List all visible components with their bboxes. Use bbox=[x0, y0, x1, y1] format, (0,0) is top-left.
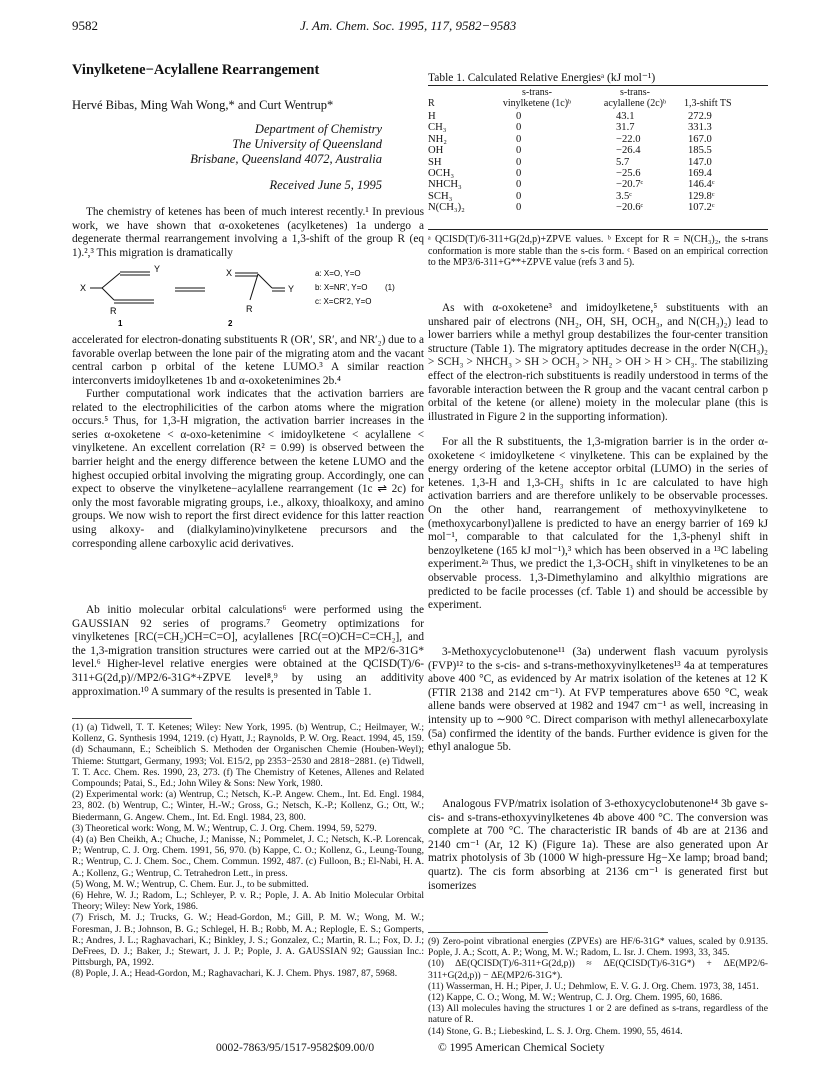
table-cell: OH bbox=[428, 145, 444, 157]
table-cell: 169.4 bbox=[688, 168, 712, 180]
reference: (13) All molecules having the structures 1 or 2 are defined as s-trans, regardless of the nature of R. bbox=[428, 1003, 768, 1026]
table-cell: 0 bbox=[516, 202, 522, 214]
table-cell: 146.4ᶜ bbox=[688, 179, 715, 191]
reference: (3) Theoretical work: Wong, M. W.; Wentrup, C. J. Org. Chem. 1994, 59, 5279. bbox=[72, 822, 377, 834]
scheme-legend: b: X=NR', Y=O bbox=[315, 283, 368, 292]
compound-number: 1 bbox=[118, 319, 123, 328]
paragraph: For all the R substituents, the 1,3-migration barrier is in the order α-oxoketene < imidoylketene < vinylketene. This can be explained by the energy ordering of the ketene acceptor orbital (LUMO) in the series of ketenes. 1,3-H and 1,3-CH₃ shifts in 1c are calculated to have high activation barriers and are therefore unlikely to be observable processes. On the other hand, rearrangement of methoxyvinylketene to (methoxycarbonyl)allene is predicted to have an energy barrier of 169 kJ mol⁻¹, comparable to that calculated for the 1,3-phenyl shift in benzoylketene (165 kJ mol⁻¹),³ which has been observed in a ¹³C labeling experiment.²ᵃ Thus, we predict the 1,3-OCH₃ shift in vinylketenes to be an observable process. 1,3-Dimethylamino and alkylthio migrations are predicted to be facile processes (cf. Table 1) and should be accessible by experiment. bbox=[428, 436, 768, 612]
paragraph: Analogous FVP/matrix isolation of 3-ethoxycyclobutenone¹⁴ 3b gave s-cis- and s-trans-ethoxyvinylketenes 4b above 400 °C. The conversion was complete at 700 °C. The characteristic IR bands of 4b are at 2136 and 2140 cm⁻¹ (Ar, 12 K) (Figure 1a). These are also generated upon Ar matrix photolysis of 3b (1000 W high-pressure Hg−Xe lamp; broad band; quartz). The cis form absorbing at 2136 cm⁻¹ is generated first but isomerizes bbox=[428, 798, 768, 892]
table-cell: 167.0 bbox=[688, 133, 712, 145]
reference: (6) Hehre, W. J.; Radom, L.; Schleyer, P. v. R.; Pople, J. A. Ab Initio Molecular Orbital Theory; Wiley: New York, 1986. bbox=[72, 890, 424, 913]
column-header: s-trans- acylallene (2c)ᵇ bbox=[603, 87, 667, 109]
table-cell: 0 bbox=[516, 122, 522, 134]
table-row bbox=[428, 179, 768, 190]
energy-table bbox=[428, 86, 768, 214]
scheme-label: R bbox=[110, 306, 117, 316]
reference: (1) (a) Tidwell, T. T. Ketenes; Wiley: New York, 1995. (b) Wentrup, C.; Heilmayer, W.; Kollenz, G. Synthesis 1994, 1219. (c) Hyatt, J.; Raynolds, P. W. Org. React. 1994, 45, 159. (d) Schaumann, E.; Scheiblich S. Methoden der Organischen Chemie (Houben-Weyl); Thieme: Stuttgart, Germany, 1993; Vol. E15/2, pp 2353−2530 and 2818−2881. (e) Tidwell, T. T. Acc. Chem. Res. 1990, 23, 273. (f) The Chemistry of Ketenes, Allenes and Related Compounds; Patai, S., Ed.; John Wiley & Sons: New York, 1980. bbox=[72, 722, 424, 790]
table-row bbox=[428, 122, 768, 133]
table-cell: 147.0 bbox=[688, 156, 712, 168]
paragraph: accelerated for electron-donating substituents R (OR′, SR′, and NR′₂) due to a favorable overlap between the lone pair of the migrating atom and the vacant central carbon p orbital of the ketene LUMO.³ A similar reaction interconverts imidoylketenes 1b and α-oxoketenimines 2b.⁴ bbox=[72, 334, 424, 387]
table-cell: SH bbox=[428, 156, 442, 168]
paragraph: 3-Methoxycyclobutenone¹¹ (3a) underwent flash vacuum pyrolysis (FVP)¹² to the s-cis- and s-trans-methoxyvinylketenes¹³ 4a at temperatures above 400 °C, as evidenced by Ar matrix isolation of the ketenes at 12 K (FTIR 2138 and 2142 cm⁻¹). At FVP temperatures above 650 °C, weak allene bands were observed at 1982 and 1947 cm⁻¹ as well, increasing in intensity up to ∼900 °C. Direct comparison with methyl allenecarboxylate (5a) confirmed the identity of the bands. Further evidence is given for the ethyl analogue 5b. bbox=[428, 646, 768, 754]
table-cell: SCH₃ bbox=[428, 190, 453, 202]
paragraph: Ab initio molecular orbital calculations⁶ were performed using the GAUSSIAN 92 series of programs.⁷ Geometry optimizations for vinylketenes [RC(=CH₂)CH=C=O], acylallenes [RC(=O)CH=C=CH₂], and the 1,3-migration transition structures were carried out at the MP2/6-31G* level.⁶ Higher-level relative energies were obtained at the QCISD(T)/6-311+G(2d,p)//MP2/6-31G*+ZPVE level⁸,⁹ by using an additivity approximation.¹⁰ A summary of the results is presented in Table 1. bbox=[72, 604, 424, 698]
table-cell: 0 bbox=[516, 133, 522, 145]
table-cell: 129.8ᶜ bbox=[688, 190, 715, 202]
reference: (2) Experimental work: (a) Wentrup, C.; Netsch, K.-P. Angew. Chem., Int. Ed. Engl. 1984, 23, 802. (b) Wentrup, C.; Winter, H.-W.; Gross, G.; Netsch, K.-P.; Kollenz, G.; Ott, W.; Biedermann, G. Angew. Chem., Int. Ed. Engl. 1984, 23, 800. bbox=[72, 789, 424, 823]
paragraph: Further computational work indicates that the activation barriers are related to the electrophilicities of the carbon atoms where the migration occurs.⁵ Thus, for 1,3-H migration, the activation barrier increases in the series α-oxoketene < α-oxo-ketenimine < imidoylketene < acylallene < vinylketene. An excellent correlation (R² = 0.99) is observed between the barrier height and the energy difference between the ketene LUMO and the highest occupied orbital involving the migrating group. Accordingly, one can expect to observe the vinylketene−acylallene rearrangement (1c ⇌ 2c) for only the most favorable migrating groups, i.e., alkoxy, thioalkoxy, and amino groups. We now wish to report the first direct evidence for this latter reaction using alkoxy- and (dialkylamino)vinylketene precursors and the corresponding allene carboxylic acid derivatives. bbox=[72, 388, 424, 550]
references-right bbox=[428, 936, 768, 1037]
footnote-rule bbox=[72, 718, 192, 719]
table-header-row bbox=[428, 86, 768, 111]
received-date: Received June 5, 1995 bbox=[269, 178, 382, 192]
reference: (10) ΔE(QCISD(T)/6-311+G(2d,p)) ≈ ΔE(QCISD(T)/6-31G*) + ΔE(MP2/6-311+G(2d,p)) − ΔE(MP2/6-31G*). bbox=[428, 958, 768, 981]
table-row bbox=[428, 191, 768, 202]
table-notes: ᵃ QCISD(T)/6-311+G(2d,p)+ZPVE values. ᵇ Except for R = N(CH₃)₂, the s-trans conformation is more stable than the s-cis form. ᶜ Based on an empirical correction to the MP3/6-311+G**+ZPVE value (refs 3 and 5). bbox=[428, 234, 768, 269]
authors: Hervé Bibas, Ming Wah Wong,* and Curt Wentrup* bbox=[72, 98, 334, 112]
paragraph: As with α-oxoketene³ and imidoylketene,⁵ substituents with an unshared pair of electrons (NH₂, OH, SH, OCH₃, and N(CH₃)₂) lead to lower barriers while a methyl group destabilizes the four-center transition structure (Table 1). The migratory aptitudes decrease in the order N(CH₃)₂ > SCH₃ > NHCH₃ > SH > OCH₃ > NH₂ > OH > H > CH₃. The stabilizing effect of the electron-rich substituents is readily understood in terms of the favorable interaction between the R group and the vacant central carbon p orbital of the ketene (or allene) moiety in the molecular plane (this is illustrated in Figure 2 in the supporting information). bbox=[428, 302, 768, 423]
reference: (7) Frisch, M. J.; Trucks, G. W.; Head-Gordon, M.; Gill, P. M. W.; Wong, M. W.; Foresman, J. B.; Johnson, B. G.; Schlegel, H. B.; Robb, M. A.; Replogle, E. S.; Gomperts, R.; Andres, J. L.; Raghavachari, K.; Binkley, J. S.; Gonzalez, C.; Martin, R. L.; Fox, D. J.; DeFrees, D. J.; Baker, J.; Stewart, J. J. P.; Pople, J. A. GAUSSIAN 92; Gaussian Inc.: Pittsburgh, PA, 1992. bbox=[72, 912, 424, 969]
table-cell: CH₃ bbox=[428, 122, 447, 134]
table-row bbox=[428, 111, 768, 122]
scheme-label: X bbox=[226, 268, 233, 278]
table-cell: H bbox=[428, 111, 436, 122]
table-cell: −20.6ᶜ bbox=[616, 202, 644, 214]
references-left bbox=[72, 722, 424, 980]
table-cell: −25.6 bbox=[616, 168, 641, 180]
scheme-label: X bbox=[80, 283, 87, 293]
compound-number: 2 bbox=[228, 319, 233, 328]
table-cell: 331.3 bbox=[688, 122, 712, 134]
affiliation-line: The University of Queensland bbox=[232, 137, 382, 151]
table-cell: 0 bbox=[516, 145, 522, 157]
table-cell: NHCH₃ bbox=[428, 179, 462, 191]
reference: (12) Kappe, C. O.; Wong, M. W.; Wentrup, C. J. Org. Chem. 1995, 60, 1686. bbox=[428, 992, 723, 1004]
footer-copyright: © 1995 American Chemical Society bbox=[438, 1042, 605, 1054]
scheme-legend: c: X=CR'2, Y=O bbox=[315, 297, 372, 306]
reference: (9) Zero-point vibrational energies (ZPVEs) are HF/6-31G* values, scaled by 0.9135. Pople, J. A.; Scott, A. P.; Wong, M. W.; Radom, L. Isr. J. Chem. 1993, 33, 345. bbox=[428, 936, 768, 959]
column-header: 1,3-shift TS bbox=[684, 97, 732, 109]
article-title: Vinylketene−Acylallene Rearrangement bbox=[72, 62, 320, 78]
reference: (11) Wasserman, H. H.; Piper, J. U.; Dehmlow, E. V. G. J. Org. Chem. 1973, 38, 1451. bbox=[428, 980, 759, 992]
table-cell: NH₂ bbox=[428, 133, 447, 145]
table-cell: N(CH₃)₂ bbox=[428, 202, 465, 214]
table-row bbox=[428, 202, 768, 213]
table-row bbox=[428, 157, 768, 168]
affiliation bbox=[72, 122, 382, 167]
scheme-label: R bbox=[246, 304, 253, 314]
table-title: Table 1. Calculated Relative Energiesᵃ (kJ mol⁻¹) bbox=[428, 72, 656, 84]
footnote-rule bbox=[428, 932, 548, 933]
equation-number: (1) bbox=[385, 283, 395, 292]
table-rule bbox=[428, 229, 768, 230]
paragraph: The chemistry of ketenes has been of much interest recently.¹ In previous work, we have shown that α-oxoketenes (acylketenes) 1a undergo a degenerate thermal rearrangement involving a 1,3-shift of the group R (eq 1).²,³ This migration is dramatically bbox=[72, 206, 424, 259]
table-cell: 185.5 bbox=[688, 145, 712, 157]
column-header: s-trans- vinylketene (1c)ᵇ bbox=[502, 87, 572, 109]
affiliation-line: Department of Chemistry bbox=[254, 122, 382, 136]
table-cell: 0 bbox=[516, 111, 522, 122]
scheme-label: Y bbox=[288, 284, 295, 294]
reference: (8) Pople, J. A.; Head-Gordon, M.; Raghavachari, K. J. Chem. Phys. 1987, 87, 5968. bbox=[72, 968, 398, 980]
reaction-scheme bbox=[80, 258, 410, 328]
table-cell: 0 bbox=[516, 190, 522, 202]
table-cell: 272.9 bbox=[688, 111, 712, 122]
scheme-label: Y bbox=[154, 264, 161, 274]
table-cell: 0 bbox=[516, 168, 522, 180]
scheme-legend: a: X=O, Y=O bbox=[315, 269, 361, 278]
table-cell: 107.2ᶜ bbox=[688, 202, 715, 214]
table-cell: 5.7 bbox=[616, 156, 630, 168]
reference: (4) (a) Ben Cheikh, A.; Chuche, J.; Manisse, N.; Pommelet, J. C.; Netsch, K.-P. Lorencak, P.; Wentrup, C. J. Org. Chem. 1991, 56, 970. (b) Kappe, C. O.; Kollenz, G., Leung-Toung, R.; Wentrup, C. J. Chem. Soc., Chem. Commun. 1992, 487. (c) Fulloon, B.; El-Nabi, H. A. A.; Kollenz, G.; Wentrup, C. Tetrahedron Lett., in press. bbox=[72, 834, 424, 879]
page-number: 9582 bbox=[72, 18, 98, 33]
table-row bbox=[428, 134, 768, 145]
table-cell: −20.7ᶜ bbox=[616, 179, 644, 191]
table-row bbox=[428, 168, 768, 179]
table-row bbox=[428, 145, 768, 156]
table-cell: −26.4 bbox=[616, 145, 641, 157]
running-header: J. Am. Chem. Soc. 1995, 117, 9582−9583 bbox=[300, 18, 517, 33]
reference: (14) Stone, G. B.; Liebeskind, L. S. J. Org. Chem. 1990, 55, 4614. bbox=[428, 1025, 683, 1037]
table-cell: 0 bbox=[516, 179, 522, 191]
column-header: R bbox=[428, 97, 435, 109]
table-cell: OCH₃ bbox=[428, 168, 455, 180]
table-cell: 3.5ᶜ bbox=[616, 190, 632, 202]
table-cell: 31.7 bbox=[616, 122, 635, 134]
affiliation-line: Brisbane, Queensland 4072, Australia bbox=[190, 152, 382, 166]
table-cell: −22.0 bbox=[616, 133, 641, 145]
footer-code: 0002-7863/95/1517-9582$09.00/0 bbox=[216, 1042, 375, 1054]
table-cell: 43.1 bbox=[616, 111, 635, 122]
table-cell: 0 bbox=[516, 156, 522, 168]
reference: (5) Wong, M. W.; Wentrup, C. Chem. Eur. J., to be submitted. bbox=[72, 878, 309, 890]
